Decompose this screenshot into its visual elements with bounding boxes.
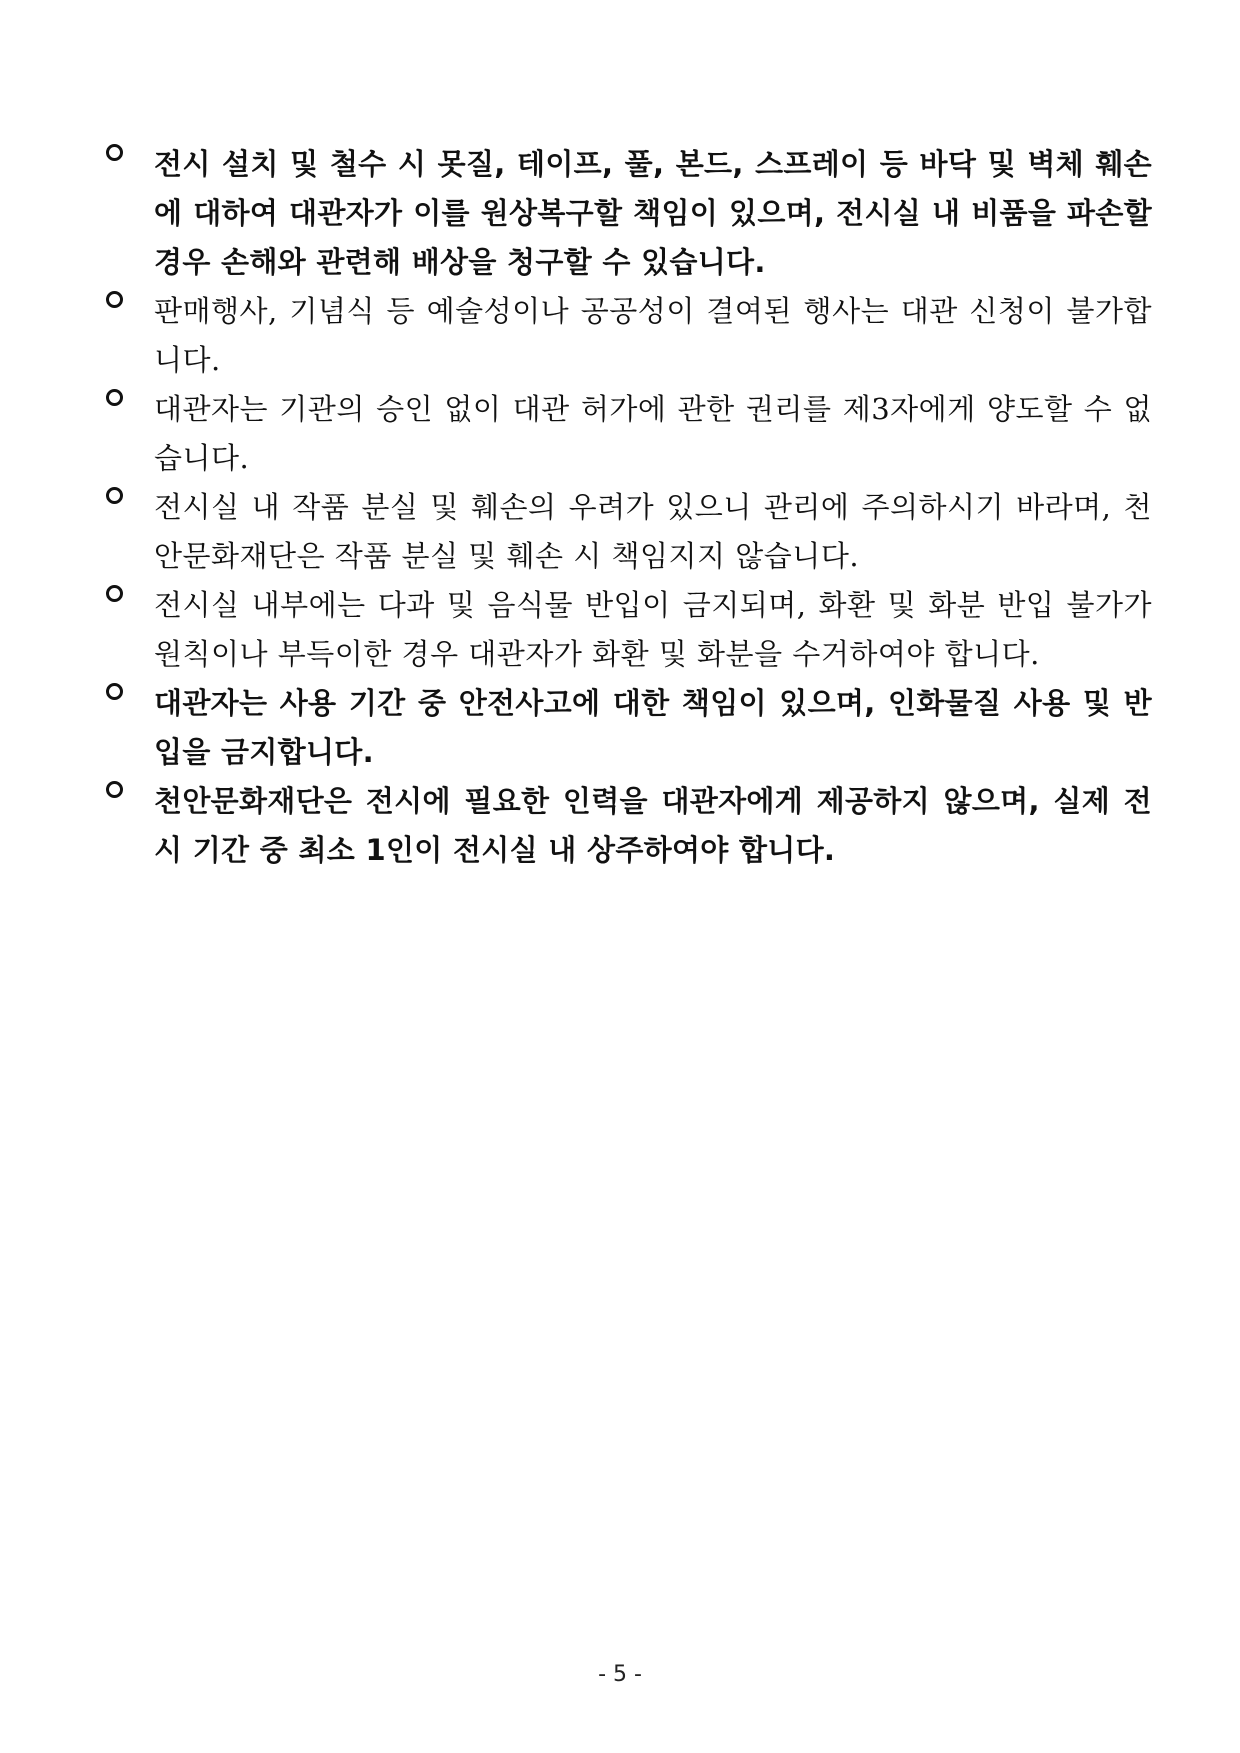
- list-item: [104, 140, 1152, 287]
- list-item: [104, 385, 1152, 483]
- list-item: [104, 483, 1152, 581]
- circle-bullet-icon: [106, 144, 123, 161]
- circle-bullet-icon: [106, 291, 123, 308]
- page-number: - 5 -: [598, 1662, 642, 1687]
- list-item: [104, 679, 1152, 777]
- list-item: [104, 287, 1152, 385]
- list-item-text: 대관자는 사용 기간 중 안전사고에 대한 책임이 있으며, 인화물질 사용 및 반입을 금지합니다.: [154, 686, 1152, 769]
- circle-bullet-icon: [106, 487, 123, 504]
- circle-bullet-icon: [106, 781, 123, 798]
- circle-bullet-icon: [106, 389, 123, 406]
- list-item: [104, 581, 1152, 679]
- list-item-text: 전시실 내부에는 다과 및 음식물 반입이 금지되며, 화환 및 화분 반입 불가가 원칙이나 부득이한 경우 대관자가 화환 및 화분을 수거하여야 합니다.: [154, 588, 1152, 671]
- notice-list: [104, 140, 1152, 875]
- list-item-text: 천안문화재단은 전시에 필요한 인력을 대관자에게 제공하지 않으며, 실제 전시 기간 중 최소 1인이 전시실 내 상주하여야 합니다.: [154, 784, 1152, 867]
- circle-bullet-icon: [106, 683, 123, 700]
- circle-bullet-icon: [106, 585, 123, 602]
- list-item-text: 전시실 내 작품 분실 및 훼손의 우려가 있으니 관리에 주의하시기 바라며, 천안문화재단은 작품 분실 및 훼손 시 책임지지 않습니다.: [154, 490, 1152, 573]
- list-item-text: 대관자는 기관의 승인 없이 대관 허가에 관한 권리를 제3자에게 양도할 수 없습니다.: [154, 392, 1152, 475]
- list-item-text: 전시 설치 및 철수 시 못질, 테이프, 풀, 본드, 스프레이 등 바닥 및 벽체 훼손에 대하여 대관자가 이를 원상복구할 책임이 있으며, 전시실 내 비품을 파손할 경우 손해와 관련해 배상을 청구할 수 있습니다.: [154, 147, 1152, 279]
- list-item-text: 판매행사, 기념식 등 예술성이나 공공성이 결여된 행사는 대관 신청이 불가합니다.: [154, 294, 1152, 377]
- list-item: [104, 777, 1152, 875]
